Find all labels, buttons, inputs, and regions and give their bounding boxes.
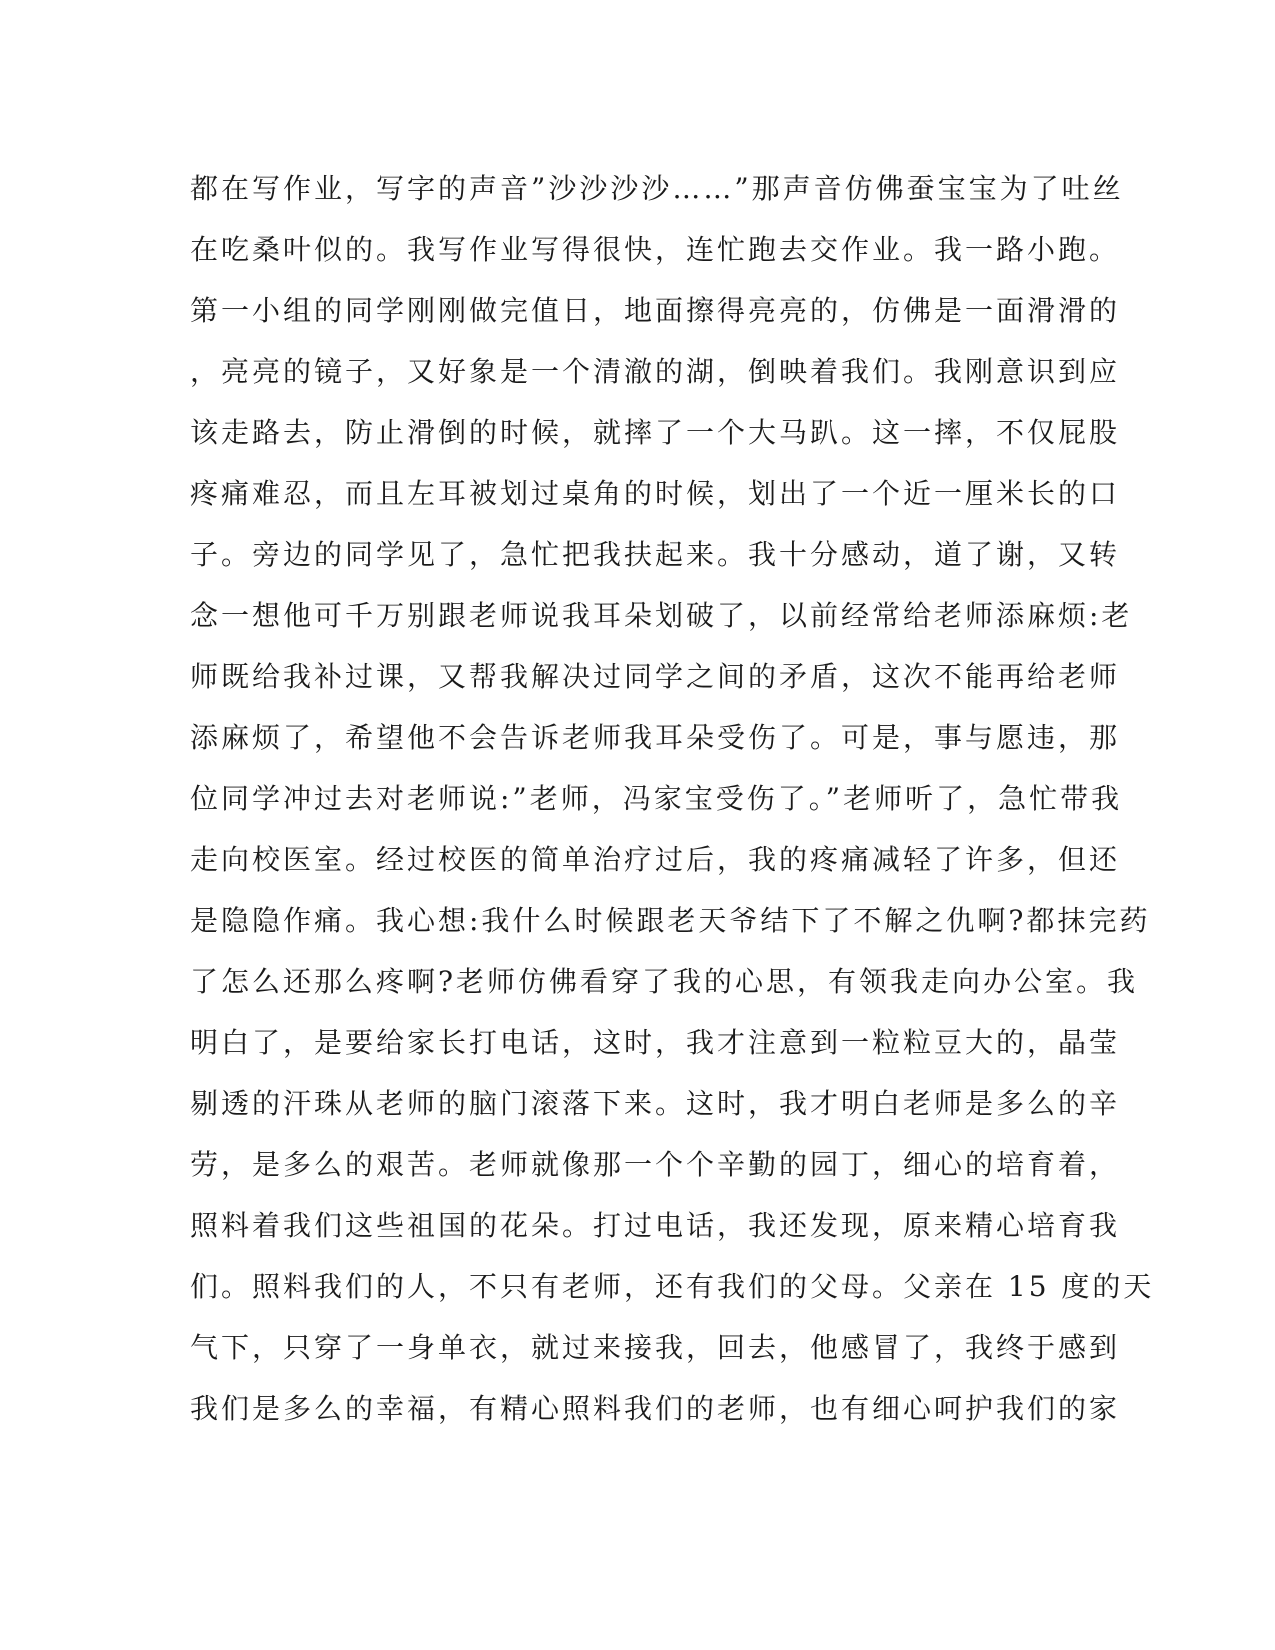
text-line: 在吃桑叶似的。我写作业写得很快，连忙跑去交作业。我一路小跑。 (190, 233, 1121, 266)
text-line: 该走路去，防止滑倒的时候，就摔了一个大马趴。这一摔，不仅屁股 (190, 416, 1121, 449)
text-line: 们。照料我们的人，不只有老师，还有我们的父母。父亲在 15 度的天 (190, 1270, 1155, 1303)
text-line: 劳，是多么的艰苦。老师就像那一个个辛勤的园丁，细心的培育着， (190, 1148, 1121, 1181)
text-line: 我们是多么的幸福，有精心照料我们的老师，也有细心呵护我们的家 (190, 1392, 1121, 1425)
text-line: 第一小组的同学刚刚做完值日，地面擦得亮亮的，仿佛是一面滑滑的 (190, 294, 1121, 327)
text-line: 添麻烦了，希望他不会告诉老师我耳朵受伤了。可是，事与愿违，那 (190, 721, 1121, 754)
text-line: 明白了，是要给家长打电话，这时，我才注意到一粒粒豆大的，晶莹 (190, 1026, 1121, 1059)
text-line: 都在写作业，写字的声音”沙沙沙沙……”那声音仿佛蚕宝宝为了吐丝 (190, 172, 1124, 205)
text-line: 走向校医室。经过校医的简单治疗过后，我的疼痛减轻了许多，但还 (190, 843, 1121, 876)
text-line: 子。旁边的同学见了，急忙把我扶起来。我十分感动，道了谢，又转 (190, 538, 1121, 571)
text-line: 疼痛难忍，而且左耳被划过桌角的时候，划出了一个近一厘米长的口 (190, 477, 1121, 510)
text-line: 师既给我补过课，又帮我解决过同学之间的矛盾，这次不能再给老师 (190, 660, 1121, 693)
text-line: 气下，只穿了一身单衣，就过来接我，回去，他感冒了，我终于感到 (190, 1331, 1121, 1364)
text-line: ，亮亮的镜子，又好象是一个清澈的湖，倒映着我们。我刚意识到应 (190, 355, 1121, 388)
essay-body (190, 158, 1155, 1439)
text-line: 照料着我们这些祖国的花朵。打过电话，我还发现，原来精心培育我 (190, 1209, 1121, 1242)
text-line: 是隐隐作痛。我心想:我什么时候跟老天爷结下了不解之仇啊?都抹完药 (190, 904, 1151, 937)
text-line: 念一想他可千万别跟老师说我耳朵划破了，以前经常给老师添麻烦:老 (190, 599, 1133, 632)
text-line: 位同学冲过去对老师说:”老师，冯家宝受伤了。”老师听了，急忙带我 (190, 782, 1123, 815)
text-line: 了怎么还那么疼啊?老师仿佛看穿了我的心思，有领我走向办公室。我 (190, 965, 1139, 998)
text-line: 剔透的汗珠从老师的脑门滚落下来。这时，我才明白老师是多么的辛 (190, 1087, 1121, 1120)
